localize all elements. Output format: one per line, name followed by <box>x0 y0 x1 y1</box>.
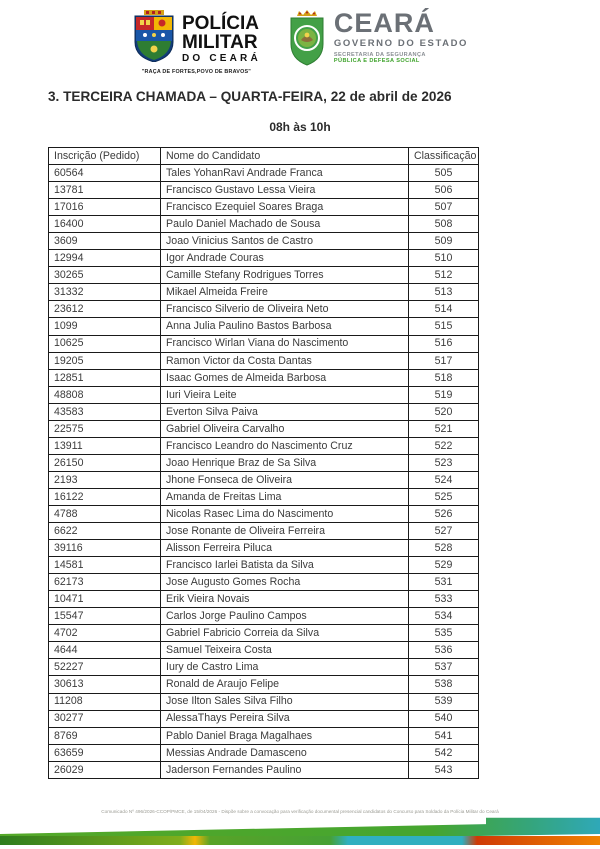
inscricao-cell: 16400 <box>49 216 161 233</box>
page-title: 3. TERCEIRA CHAMADA – QUARTA-FEIRA, 22 de abril de 2026 <box>48 89 452 104</box>
classificacao-cell: 543 <box>409 761 479 778</box>
classificacao-cell: 507 <box>409 199 479 216</box>
table-row <box>49 199 479 216</box>
nome-cell: Samuel Teixeira Costa <box>161 642 409 659</box>
table-row <box>49 318 479 335</box>
nome-cell: Igor Andrade Couras <box>161 250 409 267</box>
classificacao-cell: 536 <box>409 642 479 659</box>
nome-cell: Messias Andrade Damasceno <box>161 744 409 761</box>
nome-cell: AlessaThays Pereira Silva <box>161 710 409 727</box>
table-row <box>49 352 479 369</box>
classificacao-cell: 526 <box>409 505 479 522</box>
classificacao-cell: 528 <box>409 540 479 557</box>
classificacao-cell: 505 <box>409 165 479 182</box>
classificacao-cell: 525 <box>409 488 479 505</box>
nome-cell: Ramon Victor da Costa Dantas <box>161 352 409 369</box>
nome-cell: Gabriel Fabricio Correia da Silva <box>161 625 409 642</box>
nome-cell: Nicolas Rasec Lima do Nascimento <box>161 505 409 522</box>
table-row <box>49 676 479 693</box>
footer-notice: Comunicado Nº 496/2026-CCOP/PMCE, de 15/04/2026 - Dispõe sobre a convocação para verificação documental presencial candidatos do Concurso para Soldado da Polícia Militar do Ceará <box>101 809 499 815</box>
table-row <box>49 540 479 557</box>
table-row <box>49 488 479 505</box>
inscricao-cell: 13911 <box>49 437 161 454</box>
inscricao-cell: 15547 <box>49 608 161 625</box>
multicolor-stripe <box>0 836 600 845</box>
classificacao-cell: 522 <box>409 437 479 454</box>
classificacao-cell: 515 <box>409 318 479 335</box>
table-row <box>49 386 479 403</box>
inscricao-cell: 6622 <box>49 523 161 540</box>
nome-cell: Francisco Leandro do Nascimento Cruz <box>161 437 409 454</box>
nome-cell: Alisson Ferreira Piluca <box>161 540 409 557</box>
inscricao-cell: 30277 <box>49 710 161 727</box>
inscricao-cell: 43583 <box>49 403 161 420</box>
nome-cell: Francisco Iarlei Batista da Silva <box>161 557 409 574</box>
inscricao-cell: 8769 <box>49 727 161 744</box>
table-row <box>49 523 479 540</box>
classificacao-cell: 529 <box>409 557 479 574</box>
classificacao-cell: 508 <box>409 216 479 233</box>
classificacao-cell: 523 <box>409 454 479 471</box>
inscricao-cell: 26029 <box>49 761 161 778</box>
classificacao-cell: 519 <box>409 386 479 403</box>
nome-cell: Amanda de Freitas Lima <box>161 488 409 505</box>
nome-cell: Pablo Daniel Braga Magalhaes <box>161 727 409 744</box>
inscricao-cell: 11208 <box>49 693 161 710</box>
ceara-logo-name: CEARÁ <box>333 8 435 38</box>
inscricao-cell: 22575 <box>49 420 161 437</box>
classificacao-cell: 513 <box>409 284 479 301</box>
table-row <box>49 608 479 625</box>
inscricao-cell: 10471 <box>49 591 161 608</box>
inscricao-cell: 4702 <box>49 625 161 642</box>
inscricao-cell: 12994 <box>49 250 161 267</box>
nome-cell: Jose Ilton Sales Silva Filho <box>161 693 409 710</box>
table-row <box>49 625 479 642</box>
ceara-shield-icon <box>287 10 327 71</box>
inscricao-cell: 52227 <box>49 659 161 676</box>
pm-logo-line1: POLÍCIA <box>181 12 259 34</box>
nome-cell: Iury de Castro Lima <box>161 659 409 676</box>
classificacao-cell: 514 <box>409 301 479 318</box>
inscricao-cell: 62173 <box>49 574 161 591</box>
inscricao-cell: 31332 <box>49 284 161 301</box>
classificacao-cell: 537 <box>409 659 479 676</box>
table-row <box>49 301 479 318</box>
nome-cell: Tales YohanRavi Andrade Franca <box>161 165 409 182</box>
inscricao-cell: 12851 <box>49 369 161 386</box>
nome-cell: Ronald de Araujo Felipe <box>161 676 409 693</box>
nome-cell: Jaderson Fernandes Paulino <box>161 761 409 778</box>
table-row <box>49 727 479 744</box>
inscricao-cell: 23612 <box>49 301 161 318</box>
classificacao-cell: 506 <box>409 182 479 199</box>
classificacao-cell: 521 <box>409 420 479 437</box>
table-body <box>49 165 479 779</box>
inscricao-cell: 1099 <box>49 318 161 335</box>
inscricao-cell: 60564 <box>49 165 161 182</box>
inscricao-cell: 17016 <box>49 199 161 216</box>
classificacao-cell: 533 <box>409 591 479 608</box>
inscricao-cell: 39116 <box>49 540 161 557</box>
classificacao-cell: 541 <box>409 727 479 744</box>
table-row <box>49 165 479 182</box>
candidates-table <box>48 147 479 779</box>
inscricao-cell: 2193 <box>49 471 161 488</box>
nome-cell: Jose Augusto Gomes Rocha <box>161 574 409 591</box>
classificacao-cell: 542 <box>409 744 479 761</box>
table-row <box>49 216 479 233</box>
nome-cell: Francisco Wirlan Viana do Nascimento <box>161 335 409 352</box>
table-row <box>49 761 479 778</box>
classificacao-cell: 516 <box>409 335 479 352</box>
nome-cell: Gabriel Oliveira Carvalho <box>161 420 409 437</box>
classificacao-cell: 509 <box>409 233 479 250</box>
inscricao-cell: 63659 <box>49 744 161 761</box>
table-row <box>49 471 479 488</box>
nome-cell: Isaac Gomes de Almeida Barbosa <box>161 369 409 386</box>
table-row <box>49 233 479 250</box>
table-row <box>49 591 479 608</box>
schedule-time: 08h às 10h <box>269 120 331 134</box>
classificacao-cell: 531 <box>409 574 479 591</box>
ceara-logo-secretaria-line1: SECRETARIA DA SEGURANÇA <box>333 51 426 58</box>
nome-cell: Francisco Silverio de Oliveira Neto <box>161 301 409 318</box>
table-row <box>49 420 479 437</box>
nome-cell: Paulo Daniel Machado de Sousa <box>161 216 409 233</box>
header <box>0 0 600 75</box>
classificacao-cell: 540 <box>409 710 479 727</box>
classificacao-cell: 539 <box>409 693 479 710</box>
classificacao-cell: 538 <box>409 676 479 693</box>
nome-cell: Francisco Gustavo Lessa Vieira <box>161 182 409 199</box>
pm-logo-line2: MILITAR <box>181 31 258 53</box>
classificacao-cell: 534 <box>409 608 479 625</box>
pm-logo-motto: "RAÇA DE FORTES,POVO DE BRAVOS" <box>141 69 252 75</box>
inscricao-cell: 19205 <box>49 352 161 369</box>
classificacao-cell: 520 <box>409 403 479 420</box>
column-header-nome: Nome do Candidato <box>161 148 409 165</box>
table-header-row <box>49 148 479 165</box>
nome-cell: Iuri Vieira Leite <box>161 386 409 403</box>
table-row <box>49 437 479 454</box>
pm-crest-icon <box>132 10 176 67</box>
table-row <box>49 659 479 676</box>
table-row <box>49 574 479 591</box>
table-row <box>49 182 479 199</box>
footer-stripes-decoration <box>0 816 600 845</box>
table-row <box>49 505 479 522</box>
classificacao-cell: 510 <box>409 250 479 267</box>
ceara-logo-subtitle: GOVERNO DO ESTADO <box>333 38 469 49</box>
nome-cell: Erik Vieira Novais <box>161 591 409 608</box>
inscricao-cell: 14581 <box>49 557 161 574</box>
classificacao-cell: 524 <box>409 471 479 488</box>
inscricao-cell: 30613 <box>49 676 161 693</box>
nome-cell: Jhone Fonseca de Oliveira <box>161 471 409 488</box>
nome-cell: Jose Ronante de Oliveira Ferreira <box>161 523 409 540</box>
table-row <box>49 335 479 352</box>
nome-cell: Camille Stefany Rodrigues Torres <box>161 267 409 284</box>
nome-cell: Carlos Jorge Paulino Campos <box>161 608 409 625</box>
inscricao-cell: 26150 <box>49 454 161 471</box>
ceara-gov-logo <box>287 10 468 71</box>
nome-cell: Everton Silva Paiva <box>161 403 409 420</box>
inscricao-cell: 4644 <box>49 642 161 659</box>
column-header-classificacao: Classificação <box>409 148 479 165</box>
nome-cell: Anna Julia Paulino Bastos Barbosa <box>161 318 409 335</box>
table-row <box>49 557 479 574</box>
nome-cell: Mikael Almeida Freire <box>161 284 409 301</box>
table-row <box>49 744 479 761</box>
inscricao-cell: 48808 <box>49 386 161 403</box>
inscricao-cell: 16122 <box>49 488 161 505</box>
inscricao-cell: 13781 <box>49 182 161 199</box>
classificacao-cell: 535 <box>409 625 479 642</box>
inscricao-cell: 10625 <box>49 335 161 352</box>
table-row <box>49 284 479 301</box>
inscricao-cell: 30265 <box>49 267 161 284</box>
inscricao-cell: 4788 <box>49 505 161 522</box>
footer <box>0 809 600 849</box>
nome-cell: Joao Vinicius Santos de Castro <box>161 233 409 250</box>
table-row <box>49 454 479 471</box>
nome-cell: Francisco Ezequiel Soares Braga <box>161 199 409 216</box>
classificacao-cell: 527 <box>409 523 479 540</box>
table-row <box>49 369 479 386</box>
table-row <box>49 693 479 710</box>
classificacao-cell: 512 <box>409 267 479 284</box>
table-row <box>49 250 479 267</box>
pm-logo-line3: DO CEARÁ <box>181 52 261 64</box>
nome-cell: Joao Henrique Braz de Sa Silva <box>161 454 409 471</box>
table-row <box>49 403 479 420</box>
inscricao-cell: 3609 <box>49 233 161 250</box>
classificacao-cell: 517 <box>409 352 479 369</box>
column-header-inscricao: Inscrição (Pedido) <box>49 148 161 165</box>
table-row <box>49 710 479 727</box>
classificacao-cell: 518 <box>409 369 479 386</box>
table-row <box>49 642 479 659</box>
table-row <box>49 267 479 284</box>
pm-ceara-logo <box>132 10 261 75</box>
ceara-logo-secretaria-line2: PÚBLICA E DEFESA SOCIAL <box>333 58 420 65</box>
